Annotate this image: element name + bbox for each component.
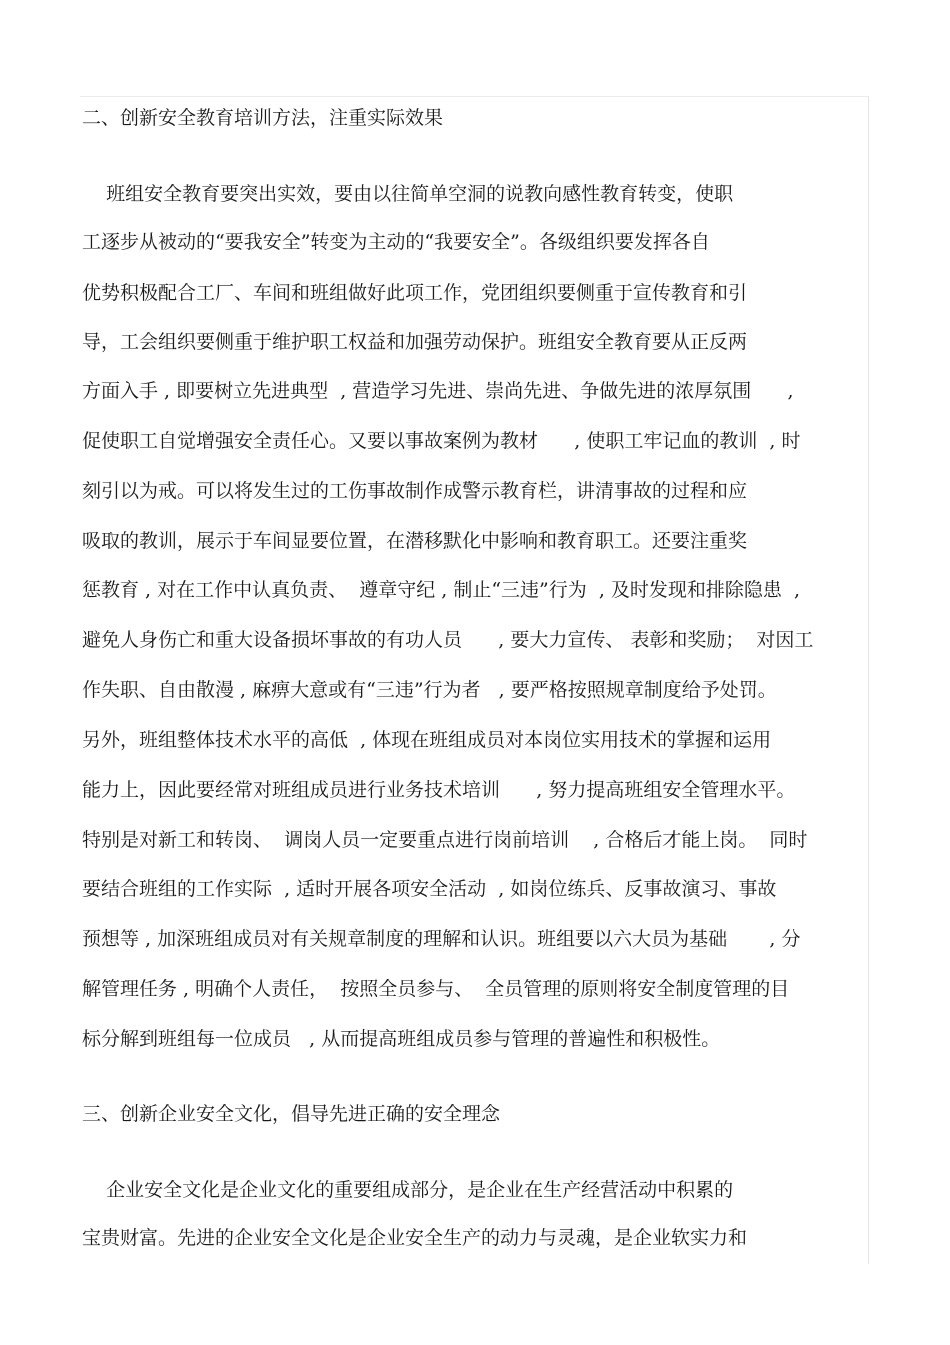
paragraph-line: 促使职工自觉增强安全责任心。又要以事故案例为教材 , 使职工牢记血的教训 , 时: [82, 430, 801, 452]
paragraph-line: 方面入手 , 即要树立先进典型 , 营造学习先进、崇尚先进、争做先进的浓厚氛围 ,: [82, 380, 794, 402]
section-heading-3: 三、创新企业安全文化，倡导先进正确的安全理念: [82, 1103, 501, 1125]
page-border-top: [80, 96, 868, 97]
paragraph-line: 企业安全文化是企业文化的重要组成部分，是企业在生产经营活动中积累的: [82, 1179, 734, 1201]
paragraph-line: 要结合班组的工作实际 , 适时开展各项安全活动 , 如岗位练兵、反事故演习、事故: [82, 878, 777, 900]
paragraph-line: 特别是对新工和转岗、 调岗人员一定要重点进行岗前培训 , 合格后才能上岗。 同时: [82, 829, 808, 851]
paragraph-line: 导，工会组织要侧重于维护职工权益和加强劳动保护。班组安全教育要从正反两: [82, 331, 748, 353]
paragraph-line: 刻引以为戒。可以将发生过的工伤事故制作成警示教育栏，讲清事故的过程和应: [82, 480, 748, 502]
paragraph-line: 吸取的教训，展示于车间显要位置，在潜移默化中影响和教育职工。还要注重奖: [82, 530, 748, 552]
paragraph-line: 能力上，因此要经常对班组成员进行业务技术培训 , 努力提高班组安全管理水平。: [82, 779, 796, 801]
paragraph-line: 预想等 , 加深班组成员对有关规章制度的理解和认识。班组要以六大员为基础 , 分: [82, 928, 801, 950]
section-heading-2: 二、创新安全教育培训方法，注重实际效果: [82, 107, 444, 129]
paragraph-line: 惩教育 , 对在工作中认真负责、 遵章守纪 , 制止“三违”行为 , 及时发现和排除隐患 ,: [82, 579, 801, 601]
paragraph-line: 班组安全教育要突出实效，要由以往简单空洞的说教向感性教育转变，使职: [82, 183, 734, 205]
paragraph-line: 工逐步从被动的“要我安全”转变为主动的“我要安全”。各级组织要发挥各自: [82, 231, 710, 253]
paragraph-line: 标分解到班组每一位成员 , 从而提高班组成员参与管理的普遍性和积极性。: [82, 1028, 721, 1050]
paragraph-line: 解管理任务 , 明确个人责任， 按照全员参与、 全员管理的原则将安全制度管理的目: [82, 978, 790, 1000]
paragraph-line: 优势积极配合工厂、车间和班组做好此项工作，党团组织要侧重于宣传教育和引: [82, 282, 748, 304]
paragraph-line: 宝贵财富。先进的企业安全文化是企业安全生产的动力与灵魂，是企业软实力和: [82, 1227, 748, 1249]
paragraph-line: 作失职、自由散漫 , 麻痹大意或有“三违”行为者 , 要严格按照规章制度给予处罚。: [82, 679, 777, 701]
paragraph-line: 避免人身伤亡和重大设备损坏事故的有功人员 , 要大力宣传、 表彰和奖励； 对因工: [82, 629, 814, 651]
paragraph-line: 另外，班组整体技术水平的高低 , 体现在班组成员对本岗位实用技术的掌握和运用: [82, 729, 772, 751]
page-border-right: [868, 96, 869, 1264]
